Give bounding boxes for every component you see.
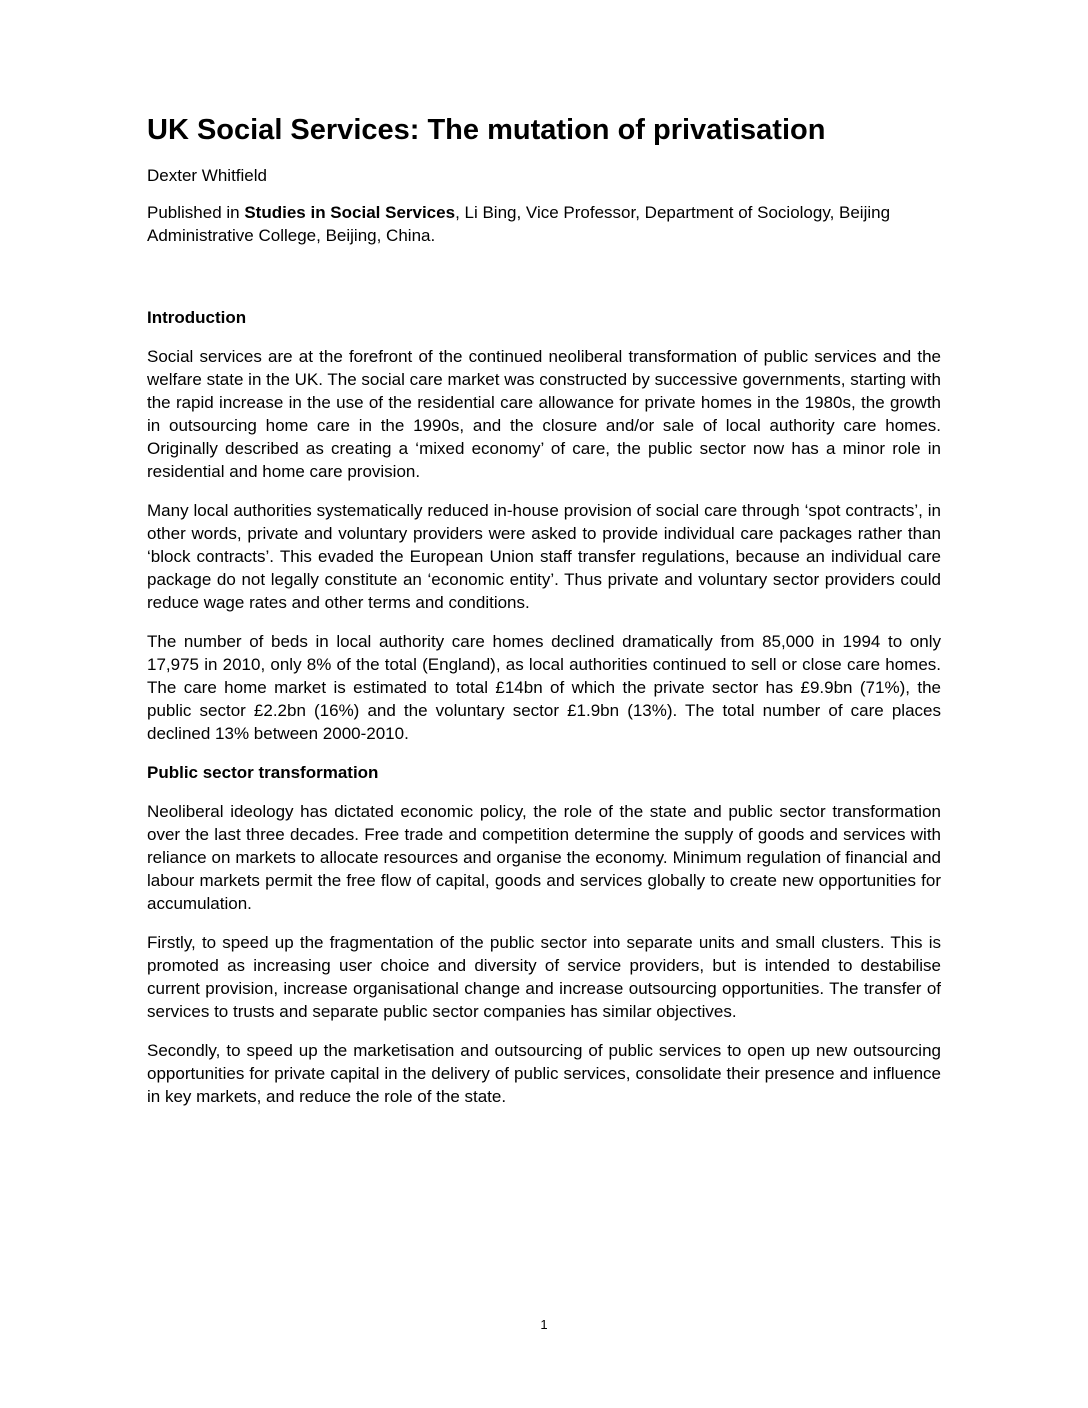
published-line xyxy=(147,201,941,247)
author-name: Dexter Whitfield xyxy=(147,166,267,185)
paragraph: Neoliberal ideology has dictated economic policy, the role of the state and public sector transformation over the last three decades. Free trade and competition determine the supply of goods and services with reliance on markets to allocate resources and organise the economy. Minimum regulation of financial and labour markets permit the free flow of capital, goods and services globally to create new opportunities for accumulation. xyxy=(147,802,941,913)
paragraph: Firstly, to speed up the fragmentation of the public sector into separate units and small clusters. This is promoted as increasing user choice and diversity of service providers, but is intended to destabilise current provision, increase organisational change and increase outsourcing opportunities. The transfer of services to trusts and separate public sector companies has similar objectives. xyxy=(147,933,941,1021)
published-journal-title: Studies in Social Services xyxy=(244,203,456,222)
section-heading-public-sector-transformation: Public sector transformation xyxy=(147,763,379,782)
document-content xyxy=(147,0,941,1108)
paragraph: Secondly, to speed up the marketisation and outsourcing of public services to open up new outsourcing opportunities for private capital in the delivery of public services, consolidate their presence and influence in key markets, and reduce the role of the state. xyxy=(147,1041,941,1106)
published-suffix: , Li Bing, Vice Professor, Department of Sociology, Beijing Administrative College, Beijing, China. xyxy=(147,203,891,245)
paragraph: Many local authorities systematically reduced in-house provision of social care through ‘spot contracts’, in other words, private and voluntary providers were asked to provide individual care packages rather than ‘block contracts’. This evaded the European Union staff transfer regulations, because an individual care package do not legally constitute an ‘economic entity’. Thus private and voluntary sector providers could reduce wage rates and other terms and conditions. xyxy=(147,501,941,612)
published-prefix: Published in xyxy=(147,203,245,222)
page-number: 1 xyxy=(540,1317,548,1332)
section-heading-introduction: Introduction xyxy=(147,308,247,327)
paragraph: Social services are at the forefront of the continued neoliberal transformation of public services and the welfare state in the UK. The social care market was constructed by successive governments, starting with the rapid increase in the use of the residential care allowance for private homes in the 1980s, the growth in outsourcing home care in the 1990s, and the closure and/or sale of local authority care homes. Originally described as creating a ‘mixed economy’ of care, the public sector now has a minor role in residential and home care provision. xyxy=(147,347,941,481)
page-title: UK Social Services: The mutation of privatisation xyxy=(147,114,826,146)
paragraph: The number of beds in local authority care homes declined dramatically from 85,000 in 1994 to only 17,975 in 2010, only 8% of the total (England), as local authorities continued to sell or close care homes. The care home market is estimated to total £14bn of which the private sector has £9.9bn (71%), the public sector £2.2bn (16%) and the voluntary sector £1.9bn (13%). The total number of care places declined 13% between 2000-2010. xyxy=(147,632,941,743)
